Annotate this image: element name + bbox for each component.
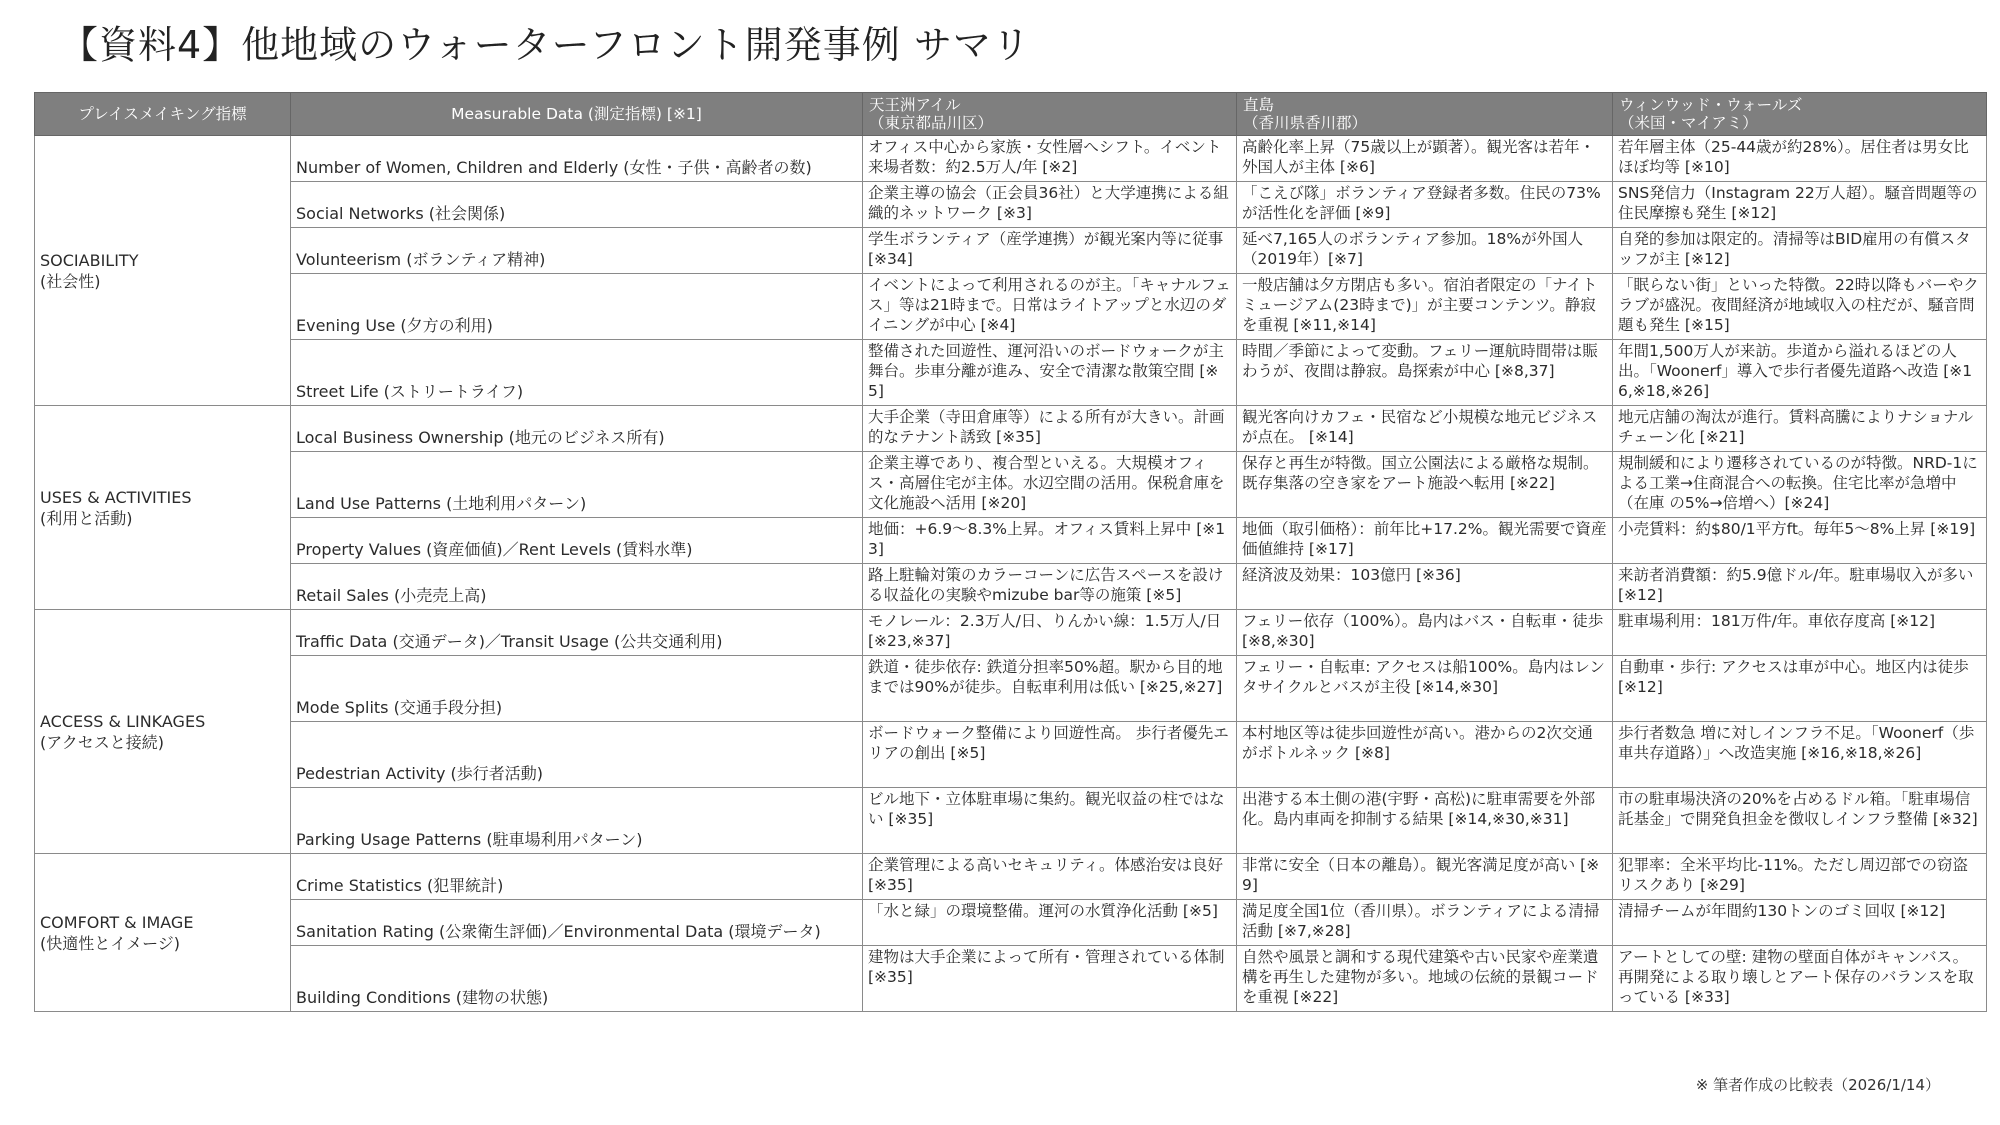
table-row	[35, 946, 1987, 1012]
header-wynwood	[1613, 93, 1987, 136]
header-tennozu	[863, 93, 1237, 136]
tennozu-cell: 学生ボランティア（産学連携）が観光案内等に従事 [※34]	[863, 228, 1237, 274]
comparison-table	[34, 92, 1987, 1012]
category-name: SOCIABILITY	[40, 250, 139, 270]
table-row	[35, 274, 1987, 340]
tennozu-cell: 路上駐輪対策のカラーコーンに広告スペースを設ける収益化の実験やmizube bar等の施策 [※5]	[863, 564, 1237, 610]
naoshima-cell: 経済波及効果：103億円 [※36]	[1237, 564, 1613, 610]
table-row	[35, 182, 1987, 228]
footer-note: ※ 筆者作成の比較表（2026/1/14）	[1695, 1076, 1940, 1094]
metric-cell: Traffic Data (交通データ)／Transit Usage (公共交通利用)	[291, 610, 863, 656]
tennozu-cell: 整備された回遊性、運河沿いのボードウォークが主舞台。歩車分離が進み、安全で清潔な散策空間 [※5]	[863, 340, 1237, 406]
table-row	[35, 564, 1987, 610]
wynwood-cell: 「眠らない街」といった特徴。22時以降もバーやクラブが盛況。夜間経済が地域収入の柱だが、騒音問題も発生 [※15]	[1613, 274, 1987, 340]
metric-cell: Property Values (資産価値)／Rent Levels (賃料水準)	[291, 518, 863, 564]
table-row	[35, 228, 1987, 274]
page-title: 【資料4】他地域のウォーターフロント開発事例 サマリ	[60, 23, 1031, 67]
naoshima-cell: フェリー・自転車: アクセスは船100%。島内はレンタサイクルとバスが主役 [※14,※30]	[1237, 656, 1613, 722]
wynwood-cell: 駐車場利用：181万件/年。車依存度高 [※12]	[1613, 610, 1987, 656]
metric-cell: Parking Usage Patterns (駐車場利用パターン)	[291, 788, 863, 854]
tennozu-cell: 鉄道・徒歩依存: 鉄道分担率50%超。駅から目的地までは90%が徒歩。自転車利用は低い [※25,※27]	[863, 656, 1237, 722]
table-row	[35, 406, 1987, 452]
metric-cell: Volunteerism (ボランティア精神)	[291, 228, 863, 274]
header-naoshima	[1237, 93, 1613, 136]
tennozu-cell: 大手企業（寺田倉庫等）による所有が大きい。計画的なテナント誘致 [※35]	[863, 406, 1237, 452]
naoshima-cell: 保存と再生が特徴。国立公園法による厳格な規制。既存集落の空き家をアート施設へ転用 [※22]	[1237, 452, 1613, 518]
tennozu-cell: イベントによって利用されるのが主。「キャナルフェス」等は21時まで。日常はライトアップと水辺のダイニングが中心 [※4]	[863, 274, 1237, 340]
wynwood-cell: 規制緩和により遷移されているのが特徴。NRD-1による工業→住商混合への転換。住宅比率が急増中（在庫 の5%→倍増へ）[※24]	[1613, 452, 1987, 518]
metric-cell: Building Conditions (建物の状態)	[291, 946, 863, 1012]
table-row	[35, 722, 1987, 788]
metric-cell: Number of Women, Children and Elderly (女性・子供・高齢者の数)	[291, 136, 863, 182]
naoshima-cell: 高齢化率上昇（75歳以上が顕著）。観光客は若年・外国人が主体 [※6]	[1237, 136, 1613, 182]
header-wynwood-location: （米国・マイアミ）	[1619, 114, 1758, 132]
wynwood-cell: 若年層主体（25-44歳が約28%）。居住者は男女比ほぼ均等 [※10]	[1613, 136, 1987, 182]
wynwood-cell: 小売賃料：約$80/1平方ft。毎年5〜8%上昇 [※19]	[1613, 518, 1987, 564]
naoshima-cell: 出港する本土側の港(宇野・高松)に駐車需要を外部化。島内車両を抑制する結果 [※14,※30,※31]	[1237, 788, 1613, 854]
tennozu-cell: 企業主導であり、複合型といえる。大規模オフィス・高層住宅が主体。水辺空間の活用。保税倉庫を文化施設へ活用 [※20]	[863, 452, 1237, 518]
wynwood-cell: SNS発信力（Instagram 22万人超）。騒音問題等の住民摩擦も発生 [※12]	[1613, 182, 1987, 228]
header-wynwood-name: ウィンウッド・ウォールズ	[1619, 96, 1803, 114]
table-row	[35, 854, 1987, 900]
category-cell	[35, 136, 291, 406]
header-placemaking-indicator: プレイスメイキング指標	[35, 93, 291, 136]
metric-cell: Mode Splits (交通手段分担)	[291, 656, 863, 722]
naoshima-cell: 本村地区等は徒歩回遊性が高い。港からの2次交通がボトルネック [※8]	[1237, 722, 1613, 788]
category-name-ja: (快適性とイメージ)	[40, 933, 181, 953]
tennozu-cell: 企業主導の協会（正会員36社）と大学連携による組織的ネットワーク [※3]	[863, 182, 1237, 228]
tennozu-cell: ビル地下・立体駐車場に集約。観光収益の柱ではない [※35]	[863, 788, 1237, 854]
tennozu-cell: オフィス中心から家族・女性層へシフト。イベント来場者数：約2.5万人/年 [※2]	[863, 136, 1237, 182]
header-tennozu-name: 天王洲アイル	[869, 96, 961, 114]
naoshima-cell: 満足度全国1位（香川県）。ボランティアによる清掃活動 [※7,※28]	[1237, 900, 1613, 946]
table-row	[35, 340, 1987, 406]
metric-cell: Social Networks (社会関係)	[291, 182, 863, 228]
category-cell	[35, 854, 291, 1012]
header-naoshima-name: 直島	[1243, 96, 1275, 114]
wynwood-cell: アートとしての壁: 建物の壁面自体がキャンバス。再開発による取り壊しとアート保存のバランスを取っている [※33]	[1613, 946, 1987, 1012]
table-header-row	[35, 93, 1987, 136]
category-name: ACCESS & LINKAGES	[40, 711, 206, 731]
metric-cell: Pedestrian Activity (歩行者活動)	[291, 722, 863, 788]
category-cell	[35, 406, 291, 610]
category-name: USES & ACTIVITIES	[40, 487, 192, 507]
wynwood-cell: 清掃チームが年間約130トンのゴミ回収 [※12]	[1613, 900, 1987, 946]
wynwood-cell: 自発的参加は限定的。清掃等はBID雇用の有償スタッフが主 [※12]	[1613, 228, 1987, 274]
naoshima-cell: フェリー依存（100%）。島内はバス・自転車・徒歩 [※8,※30]	[1237, 610, 1613, 656]
wynwood-cell: 年間1,500万人が来訪。歩道から溢れるほどの人出。「Woonerf」導入で歩行者優先道路へ改造 [※16,※18,※26]	[1613, 340, 1987, 406]
wynwood-cell: 地元店舗の淘汰が進行。賃料高騰によりナショナルチェーン化 [※21]	[1613, 406, 1987, 452]
metric-cell: Crime Statistics (犯罪統計)	[291, 854, 863, 900]
table-row	[35, 900, 1987, 946]
naoshima-cell: 「こえび隊」ボランティア登録者多数。住民の73%が活性化を評価 [※9]	[1237, 182, 1613, 228]
wynwood-cell: 自動車・歩行: アクセスは車が中心。地区内は徒歩 [※12]	[1613, 656, 1987, 722]
table-row	[35, 136, 1987, 182]
table-row	[35, 610, 1987, 656]
header-naoshima-location: （香川県香川郡）	[1243, 114, 1368, 132]
metric-cell: Sanitation Rating (公衆衛生評価)／Environmental Data (環境データ)	[291, 900, 863, 946]
wynwood-cell: 来訪者消費額：約5.9億ドル/年。駐車場収入が多い [※12]	[1613, 564, 1987, 610]
tennozu-cell: モノレール：2.3万人/日、りんかい線：1.5万人/日 [※23,※37]	[863, 610, 1237, 656]
table-body	[35, 136, 1987, 1012]
wynwood-cell: 歩行者数急 増に対しインフラ不足。「Woonerf（歩車共存道路）」へ改造実施 [※16,※18,※26]	[1613, 722, 1987, 788]
naoshima-cell: 観光客向けカフェ・民宿など小規模な地元ビジネスが点在。 [※14]	[1237, 406, 1613, 452]
naoshima-cell: 延べ7,165人のボランティア参加。18%が外国人（2019年）[※7]	[1237, 228, 1613, 274]
metric-cell: Evening Use (夕方の利用)	[291, 274, 863, 340]
tennozu-cell: ボードウォーク整備により回遊性高。 歩行者優先エリアの創出 [※5]	[863, 722, 1237, 788]
naoshima-cell: 一般店舗は夕方閉店も多い。宿泊者限定の「ナイトミュージアム(23時まで)」が主要コンテンツ。静寂を重視 [※11,※14]	[1237, 274, 1613, 340]
metric-cell: Street Life (ストリートライフ)	[291, 340, 863, 406]
header-tennozu-location: （東京都品川区）	[869, 114, 994, 132]
header-measurable-data: Measurable Data (測定指標) [※1]	[291, 93, 863, 136]
tennozu-cell: 地価：+6.9〜8.3%上昇。オフィス賃料上昇中 [※13]	[863, 518, 1237, 564]
metric-cell: Retail Sales (小売売上高)	[291, 564, 863, 610]
metric-cell: Land Use Patterns (土地利用パターン)	[291, 452, 863, 518]
tennozu-cell: 「水と緑」の環境整備。運河の水質浄化活動 [※5]	[863, 900, 1237, 946]
table-row	[35, 656, 1987, 722]
tennozu-cell: 企業管理による高いセキュリティ。体感治安は良好 [※35]	[863, 854, 1237, 900]
table-row	[35, 518, 1987, 564]
naoshima-cell: 時間／季節によって変動。フェリー運航時間帯は賑わうが、夜間は静寂。島探索が中心 [※8,37]	[1237, 340, 1613, 406]
table-row	[35, 788, 1987, 854]
metric-cell: Local Business Ownership (地元のビジネス所有)	[291, 406, 863, 452]
category-name-ja: (アクセスと接続)	[40, 732, 165, 752]
category-name-ja: (社会性)	[40, 271, 101, 291]
table-row	[35, 452, 1987, 518]
category-cell	[35, 610, 291, 854]
wynwood-cell: 犯罪率：全米平均比-11%。ただし周辺部での窃盗リスクあり [※29]	[1613, 854, 1987, 900]
category-name-ja: (利用と活動)	[40, 508, 133, 528]
naoshima-cell: 自然や風景と調和する現代建築や古い民家や産業遺構を再生した建物が多い。地域の伝統的景観コードを重視 [※22]	[1237, 946, 1613, 1012]
tennozu-cell: 建物は大手企業によって所有・管理されている体制 [※35]	[863, 946, 1237, 1012]
wynwood-cell: 市の駐車場決済の20%を占めるドル箱。「駐車場信託基金」で開発負担金を徴収しインフラ整備 [※32]	[1613, 788, 1987, 854]
category-name: COMFORT & IMAGE	[40, 912, 194, 932]
naoshima-cell: 地価（取引価格）：前年比+17.2%。観光需要で資産価値維持 [※17]	[1237, 518, 1613, 564]
naoshima-cell: 非常に安全（日本の離島）。観光客満足度が高い [※9]	[1237, 854, 1613, 900]
